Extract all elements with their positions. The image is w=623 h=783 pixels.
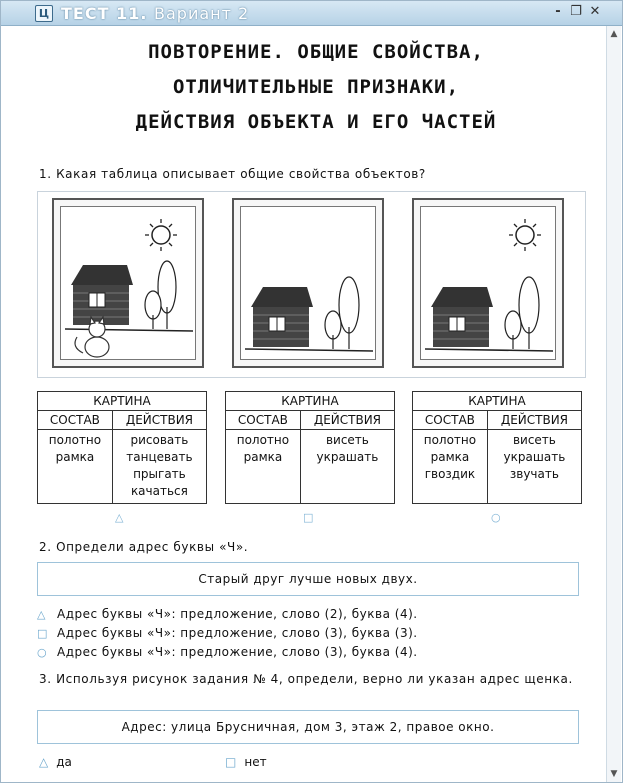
ground-line — [65, 329, 193, 331]
list-item: рамка — [243, 450, 283, 464]
house-icon — [71, 265, 133, 325]
list-item: висеть — [325, 433, 369, 447]
list-item: звучать — [509, 467, 559, 481]
trees-icon — [325, 277, 359, 349]
answer-label: нет — [244, 755, 267, 769]
answer-option-1[interactable] — [37, 607, 418, 621]
ground-line — [245, 349, 373, 351]
page-heading — [31, 29, 601, 140]
table-header: КАРТИНА — [413, 392, 582, 411]
window-title — [61, 4, 249, 23]
answer-yes[interactable] — [39, 755, 72, 769]
scroll-down-icon[interactable]: ▼ — [610, 769, 618, 779]
trees-icon — [145, 261, 176, 329]
sun-icon — [145, 219, 177, 251]
list-item: танцевать — [126, 450, 193, 464]
option-label: Адрес буквы «Ч»: предложение, слово (3), буква (4). — [57, 645, 418, 659]
sentence-box: Старый друг лучше новых двух. — [37, 562, 579, 596]
table-option-3 — [412, 391, 582, 504]
table-actions-cell — [300, 430, 394, 504]
triangle-icon[interactable]: △ — [39, 755, 49, 769]
table-col-actions: ДЕЙСТВИЯ — [487, 411, 581, 430]
list-item: качаться — [130, 484, 188, 498]
table-col-composition: СОСТАВ — [226, 411, 301, 430]
list-item: украшать — [503, 450, 566, 464]
option-label: Адрес буквы «Ч»: предложение, слово (2), буква (4). — [57, 607, 418, 621]
table-parts-cell — [226, 430, 301, 504]
address-box: Адрес: улица Брусничная, дом 3, этаж 2, правое окно. — [37, 710, 579, 744]
vertical-scrollbar[interactable] — [606, 26, 621, 782]
list-item: рисовать — [130, 433, 189, 447]
title-test-number: ТЕСТ 11. — [61, 4, 148, 23]
picture-2 — [232, 198, 384, 368]
house-icon — [251, 287, 313, 347]
pictures-panel — [37, 191, 586, 378]
trees-icon — [505, 277, 539, 349]
minimize-button[interactable]: - — [555, 4, 561, 19]
list-item: гвоздик — [424, 467, 476, 481]
triangle-icon[interactable]: △ — [37, 608, 46, 621]
close-button[interactable]: ✕ — [589, 4, 601, 19]
heading-line-1: ПОВТОРЕНИЕ. ОБЩИЕ СВОЙСТВА, — [148, 41, 484, 63]
question-3: 3. Используя рисунок задания № 4, определи, верно ли указан адрес щенка. — [39, 672, 573, 686]
table-parts-cell — [413, 430, 488, 504]
table-col-composition: СОСТАВ — [413, 411, 488, 430]
table-actions-cell — [487, 430, 581, 504]
table-option-2 — [225, 391, 395, 504]
house-icon — [431, 287, 493, 347]
table-col-actions: ДЕЙСТВИЯ — [300, 411, 394, 430]
sun-icon — [509, 219, 541, 251]
table-actions-cell — [112, 430, 206, 504]
option-label: Адрес буквы «Ч»: предложение, слово (3), буква (3). — [57, 626, 418, 640]
picture-3 — [412, 198, 564, 368]
app-icon: Ц — [35, 5, 53, 22]
table-parts-cell — [38, 430, 113, 504]
list-item: висеть — [512, 433, 556, 447]
restore-button[interactable]: ❐ — [570, 4, 582, 19]
table-option-1 — [37, 391, 207, 504]
table-col-composition: СОСТАВ — [38, 411, 113, 430]
scroll-up-icon[interactable]: ▲ — [610, 29, 618, 39]
ground-line — [425, 349, 553, 351]
table-header: КАРТИНА — [226, 392, 395, 411]
answer-option-3[interactable] — [37, 645, 418, 659]
square-icon[interactable]: □ — [37, 627, 48, 640]
heading-line-3: ДЕЙСТВИЯ ОБЪЕКТА И ЕГО ЧАСТЕЙ — [135, 111, 497, 133]
list-item: прыгать — [133, 467, 186, 481]
table-col-actions: ДЕЙСТВИЯ — [112, 411, 206, 430]
list-item: полотно — [236, 433, 290, 447]
list-item: украшать — [316, 450, 379, 464]
answer-circle-icon[interactable]: ○ — [491, 511, 501, 524]
list-item: полотно — [48, 433, 102, 447]
answer-no[interactable] — [225, 755, 267, 769]
question-2: 2. Определи адрес буквы «Ч». — [39, 540, 249, 554]
list-item: рамка — [55, 450, 95, 464]
table-header: КАРТИНА — [38, 392, 207, 411]
answer-triangle-icon[interactable]: △ — [115, 511, 124, 524]
answer-option-2[interactable] — [37, 626, 418, 640]
answer-square-icon[interactable]: □ — [303, 511, 314, 524]
square-icon[interactable]: □ — [225, 755, 237, 769]
title-bar — [1, 1, 622, 26]
heading-line-2: ОТЛИЧИТЕЛЬНЫЕ ПРИЗНАКИ, — [172, 76, 460, 98]
question-1: 1. Какая таблица описывает общие свойства объектов? — [39, 167, 426, 181]
list-item: рамка — [430, 450, 470, 464]
answer-label: да — [56, 755, 72, 769]
picture-1 — [52, 198, 204, 368]
list-item: полотно — [423, 433, 477, 447]
circle-icon[interactable]: ○ — [37, 646, 48, 659]
title-variant: Вариант 2 — [154, 4, 250, 23]
